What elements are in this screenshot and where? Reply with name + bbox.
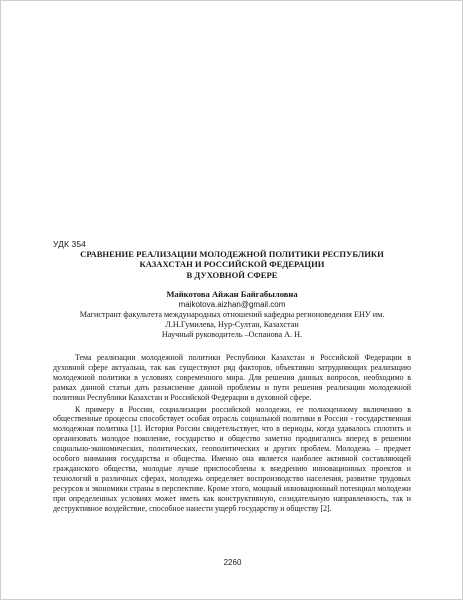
affiliation-line-2: Л.Н.Гумилева, Нур-Султан, Казахстан xyxy=(165,320,299,330)
body-paragraph-1: Тема реализации молодежной политики Республики Казахстан и Российской Федерации в духовной сфере актуальна, так как существуют ряд факторов, объективно затрудняющих реализацию молодежной политики в условиях современного мира. Для решения данных вопросов, необходимо в рамках данной статьи дать разъяснение данной проблемы и пути решения реализации молодежной политики Республики Казахстан и Российской Федерации в духовной сфере. xyxy=(53,353,411,402)
page-number: 2260 xyxy=(223,558,242,567)
body-paragraph-2: К примеру в России, социализации российской молодежи, ее полноценному включению в общественные процессы способствует особая отрасль социальной политики в России - государственная молодежная политика [1]. История России свидетельствует, что в периоды, когда удавалось сплотить и организовать молодое поколение, государство и общество заметно продвигались вперед в решении социально-экономических, политических, геополитических и других проблем. Молодежь – предмет особого внимания государства и общества. Именно она является наиболее активной составляющей гражданского общества, молодые лучше приспособлены к внедрению инновационных проектов и технологий в различных сферах, молодежь определяет воспроизводство населения, развитие трудовых ресурсов и экономики страны в перспективе. Кроме этого, мощный инновационный потенциал молодежи при определенных условиях может иметь как конструктивную, созидательную направленность, так и деструктивное воздействие, способное нанести ущерб государству и обществу [2]. xyxy=(53,404,411,513)
author-email: maikotova.aizhan@gmail.com xyxy=(178,300,286,309)
author-name: Майкотова Айжан Байгабыловна xyxy=(166,289,298,299)
supervisor-line: Научный руководитель –Оспанова А. Н. xyxy=(161,330,303,340)
affiliation-line-1: Магистрант факультета международных отношений кафедры регионоведения ЕНУ им. xyxy=(79,310,385,319)
title-line-1: СРАВНЕНИЕ РЕАЛИЗАЦИИ МОЛОДЕЖНОЙ ПОЛИТИКИ РЕСПУБЛИКИ xyxy=(80,249,384,259)
article-body xyxy=(53,353,411,514)
affiliation xyxy=(51,310,413,341)
title-line-3: В ДУХОВНОЙ СФЕРЕ xyxy=(186,269,278,280)
title-line-2: КАЗАХСТАН И РОССИЙСКОЙ ФЕДЕРАЦИИ xyxy=(139,259,325,270)
article-title xyxy=(51,249,413,280)
udk-code: УДК 354 xyxy=(53,239,86,249)
